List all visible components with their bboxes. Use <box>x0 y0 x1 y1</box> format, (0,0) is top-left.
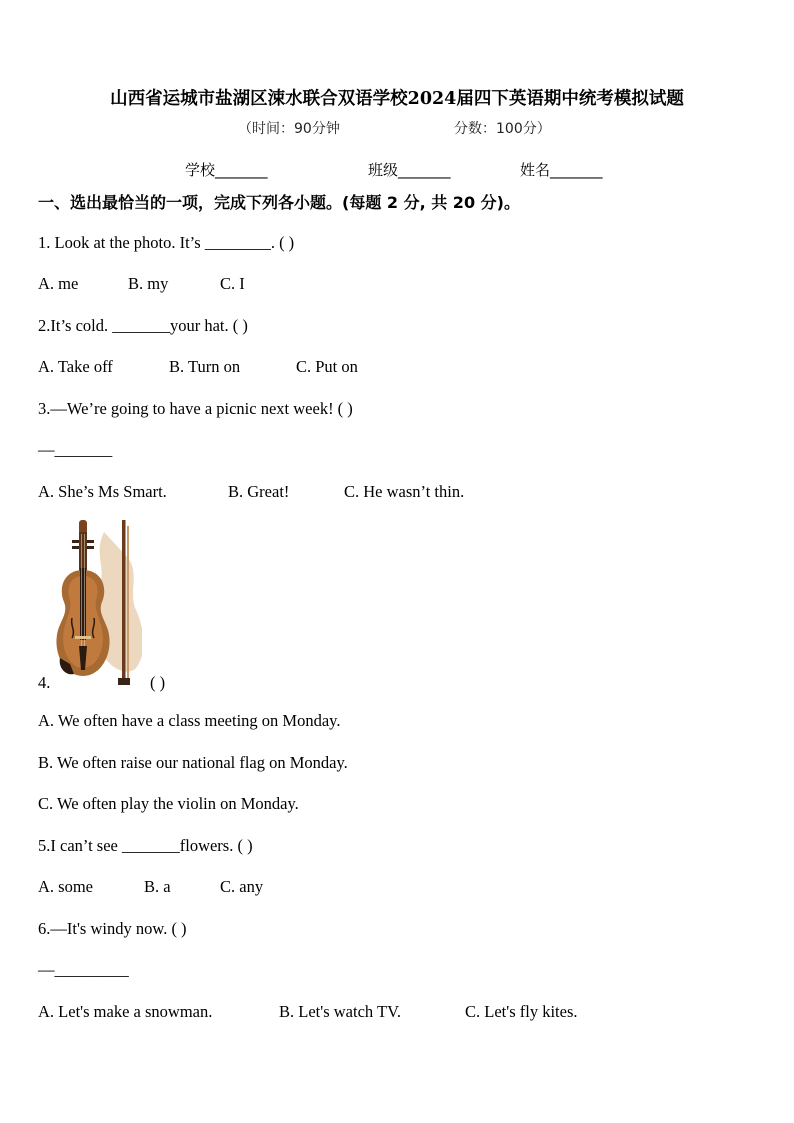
option-c: C. He wasn’t thin. <box>344 482 465 501</box>
question-3-stem: 3.—We’re going to have a picnic next week! ( ) <box>38 399 353 418</box>
question-5-stem: 5.I can’t see _______flowers. ( ) <box>38 836 253 855</box>
school-field: 学校_______ <box>185 161 268 179</box>
question-4-paren: ( ) <box>150 673 166 692</box>
question-1-options <box>38 274 245 294</box>
question-6-stem: 6.—It's windy now. ( ) <box>38 919 187 938</box>
question-5-options <box>38 877 263 897</box>
option-b: B. my <box>128 274 169 293</box>
option-c: C. I <box>220 274 245 293</box>
exam-score: 分数：100分） <box>454 121 551 137</box>
question-4-option-c: C. We often play the violin on Monday. <box>38 794 299 813</box>
violin-icon <box>52 518 142 690</box>
option-a: A. some <box>38 877 93 896</box>
question-4-option-b: B. We often raise our national flag on Monday. <box>38 753 348 772</box>
option-b: B. Let's watch TV. <box>279 1002 401 1021</box>
question-4-number: 4. <box>38 673 51 692</box>
page-title: 山西省运城市盐湖区涑水联合双语学校2024届四下英语期中统考模拟试题 <box>110 89 684 109</box>
name-field: 姓名_______ <box>520 161 603 179</box>
section-heading: 一、选出最恰当的一项，完成下列各小题。(每题 2 分, 共 20 分)。 <box>38 193 520 212</box>
option-a: A. Let's make a snowman. <box>38 1002 213 1021</box>
question-3-answer-line: —_______ <box>38 440 113 459</box>
class-field: 班级_______ <box>368 161 451 179</box>
question-1-stem: 1. Look at the photo. It’s ________. ( ) <box>38 233 295 252</box>
option-a: A. Take off <box>38 357 113 376</box>
option-c: C. any <box>220 877 264 896</box>
question-4-option-a: A. We often have a class meeting on Monday. <box>38 711 341 730</box>
question-2-options <box>38 357 358 377</box>
option-b: B. Great! <box>228 482 290 501</box>
option-c: C. Let's fly kites. <box>465 1002 578 1021</box>
option-b: B. Turn on <box>169 357 241 376</box>
exam-time: （时间：90分钟 <box>238 121 340 137</box>
question-6-options <box>38 1002 578 1022</box>
option-a: A. me <box>38 274 79 293</box>
option-c: C. Put on <box>296 357 358 376</box>
option-b: B. a <box>144 877 171 896</box>
question-2-stem: 2.It’s cold. _______your hat. ( ) <box>38 316 248 335</box>
option-a: A. She’s Ms Smart. <box>38 482 167 501</box>
question-3-options <box>38 482 464 502</box>
question-6-answer-line: —_________ <box>38 960 129 979</box>
